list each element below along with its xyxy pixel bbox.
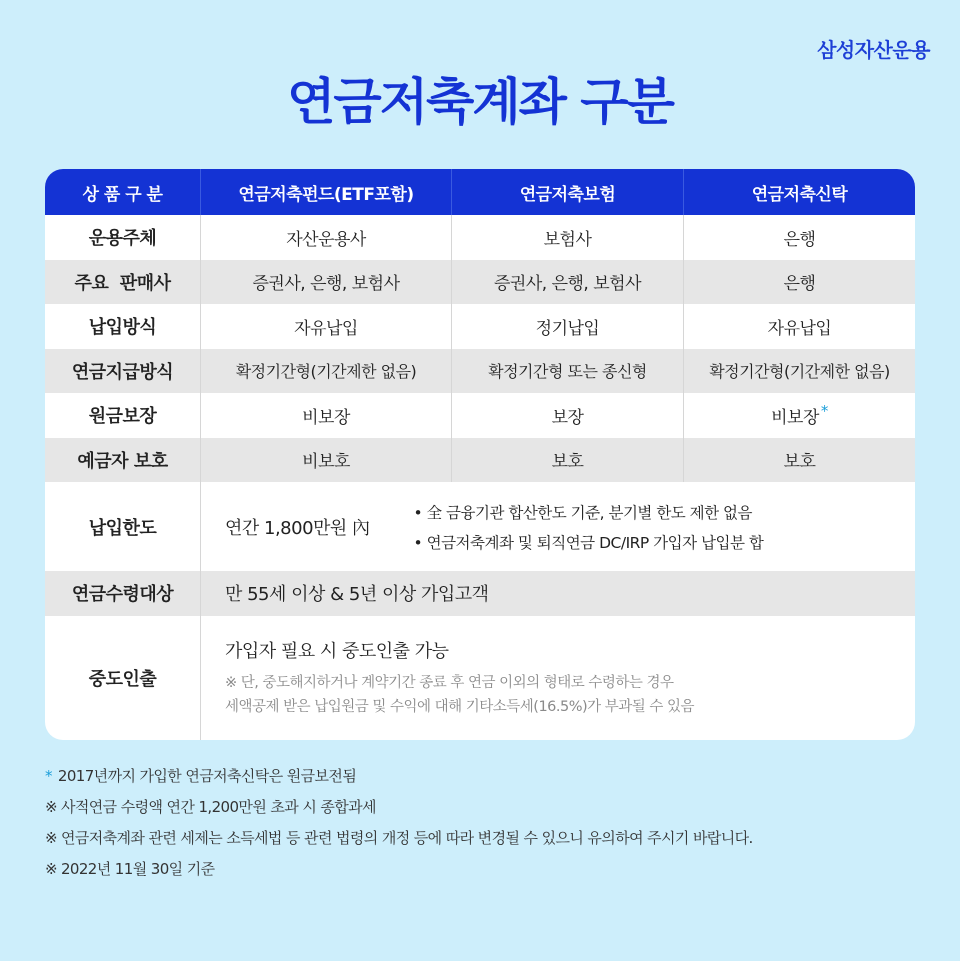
table-row	[45, 438, 915, 483]
table-row	[45, 349, 915, 394]
eligibility-row	[45, 571, 915, 616]
row-label: 예금자 보호	[77, 450, 168, 472]
row-label: 주요 판매사	[74, 272, 171, 294]
cell-fund: 증권사, 은행, 보험사	[200, 260, 451, 305]
limit-note: • 연금저축계좌 및 퇴직연금 DC/IRP 가입자 납입분 합	[413, 533, 764, 552]
table-row	[45, 215, 915, 260]
eligibility-value: 만 55세 이상 & 5년 이상 가입고객	[200, 571, 915, 616]
cell-trust	[683, 393, 915, 438]
cell-trust: 보호	[683, 438, 915, 483]
cell-trust: 은행	[683, 260, 915, 305]
header-trust: 연금저축신탁	[683, 169, 915, 215]
table-row	[45, 304, 915, 349]
cell-trust: 은행	[683, 215, 915, 260]
row-label: 연금수령대상	[71, 584, 174, 606]
note-mark: ※	[45, 829, 57, 847]
footnote	[45, 826, 753, 857]
limit-row	[45, 482, 915, 571]
footnote-text: 2017년까지 가입한 연금저축신탁은 원금보전됨	[57, 767, 357, 785]
comparison-table	[45, 169, 915, 740]
cell-trust: 확정기간형(기간제한 없음)	[683, 349, 915, 394]
cell-fund: 비보호	[200, 438, 451, 483]
asterisk-mark: *	[820, 402, 828, 421]
cell-fund: 비보장	[200, 393, 451, 438]
brand-logo-text: 삼성자산운용	[817, 38, 930, 62]
cell-fund: 자산운용사	[200, 215, 451, 260]
row-label: 납입방식	[88, 317, 157, 339]
header-category: 상 품 구 분	[82, 184, 163, 205]
cell-insurance: 정기납입	[451, 304, 683, 349]
cell-trust: 자유납입	[683, 304, 915, 349]
withdrawal-note-2: 세액공제 받은 납입원금 및 수익에 대해 기타소득세(16.5%)가 부과될 수 있음	[225, 699, 695, 715]
header-fund: 연금저축펀드(ETF포함)	[200, 169, 451, 215]
limit-notes	[414, 501, 764, 553]
limit-content	[200, 482, 915, 571]
cell-fund: 자유납입	[200, 304, 451, 349]
limit-note: • 全 금융기관 합산한도 기준, 분기별 한도 제한 없음	[413, 503, 753, 522]
cell-insurance: 확정기간형 또는 종신형	[451, 349, 683, 394]
limit-amount: 연간 1,800만원 內	[225, 517, 370, 539]
footnote-text: 연금저축계좌 관련 세제는 소득세법 등 관련 법령의 개정 등에 따라 변경될 수 있으니 유의하여 주시기 바랍니다.	[60, 829, 753, 847]
cell-insurance: 증권사, 은행, 보험사	[451, 260, 683, 305]
note-mark: ※	[45, 860, 57, 878]
cell-insurance: 보장	[451, 393, 683, 438]
cell-trust-value: 비보장	[771, 407, 819, 428]
row-label: 원금보장	[88, 406, 157, 428]
row-label: 중도인출	[88, 669, 157, 690]
cell-fund: 확정기간형(기간제한 없음)	[200, 349, 451, 394]
footnote-text: 사적연금 수령액 연간 1,200만원 초과 시 종합과세	[60, 798, 376, 816]
footnote	[45, 795, 753, 826]
note-mark: ※	[45, 798, 57, 816]
row-label: 납입한도	[88, 517, 157, 539]
withdrawal-note-1: ※ 단, 중도해지하거나 계약기간 종료 후 연금 이외의 형태로 수령하는 경우	[225, 675, 674, 691]
footnote	[45, 857, 753, 888]
withdrawal-main: 가입자 필요 시 중도인출 가능	[225, 641, 449, 662]
table-row	[45, 393, 915, 438]
table-header	[45, 169, 915, 215]
cell-insurance: 보호	[451, 438, 683, 483]
table-row	[45, 260, 915, 305]
row-label: 운용주체	[88, 228, 157, 250]
cell-insurance: 보험사	[451, 215, 683, 260]
row-label: 연금지급방식	[71, 361, 174, 383]
header-insurance: 연금저축보험	[451, 169, 683, 215]
page-title: 연금저축계좌 구분	[287, 73, 673, 131]
withdrawal-content	[200, 616, 915, 741]
footnote-text: 2022년 11월 30일 기준	[60, 860, 215, 878]
footnote	[45, 764, 753, 795]
asterisk-mark: *	[45, 767, 52, 785]
footnotes	[45, 764, 753, 888]
withdrawal-row	[45, 616, 915, 741]
